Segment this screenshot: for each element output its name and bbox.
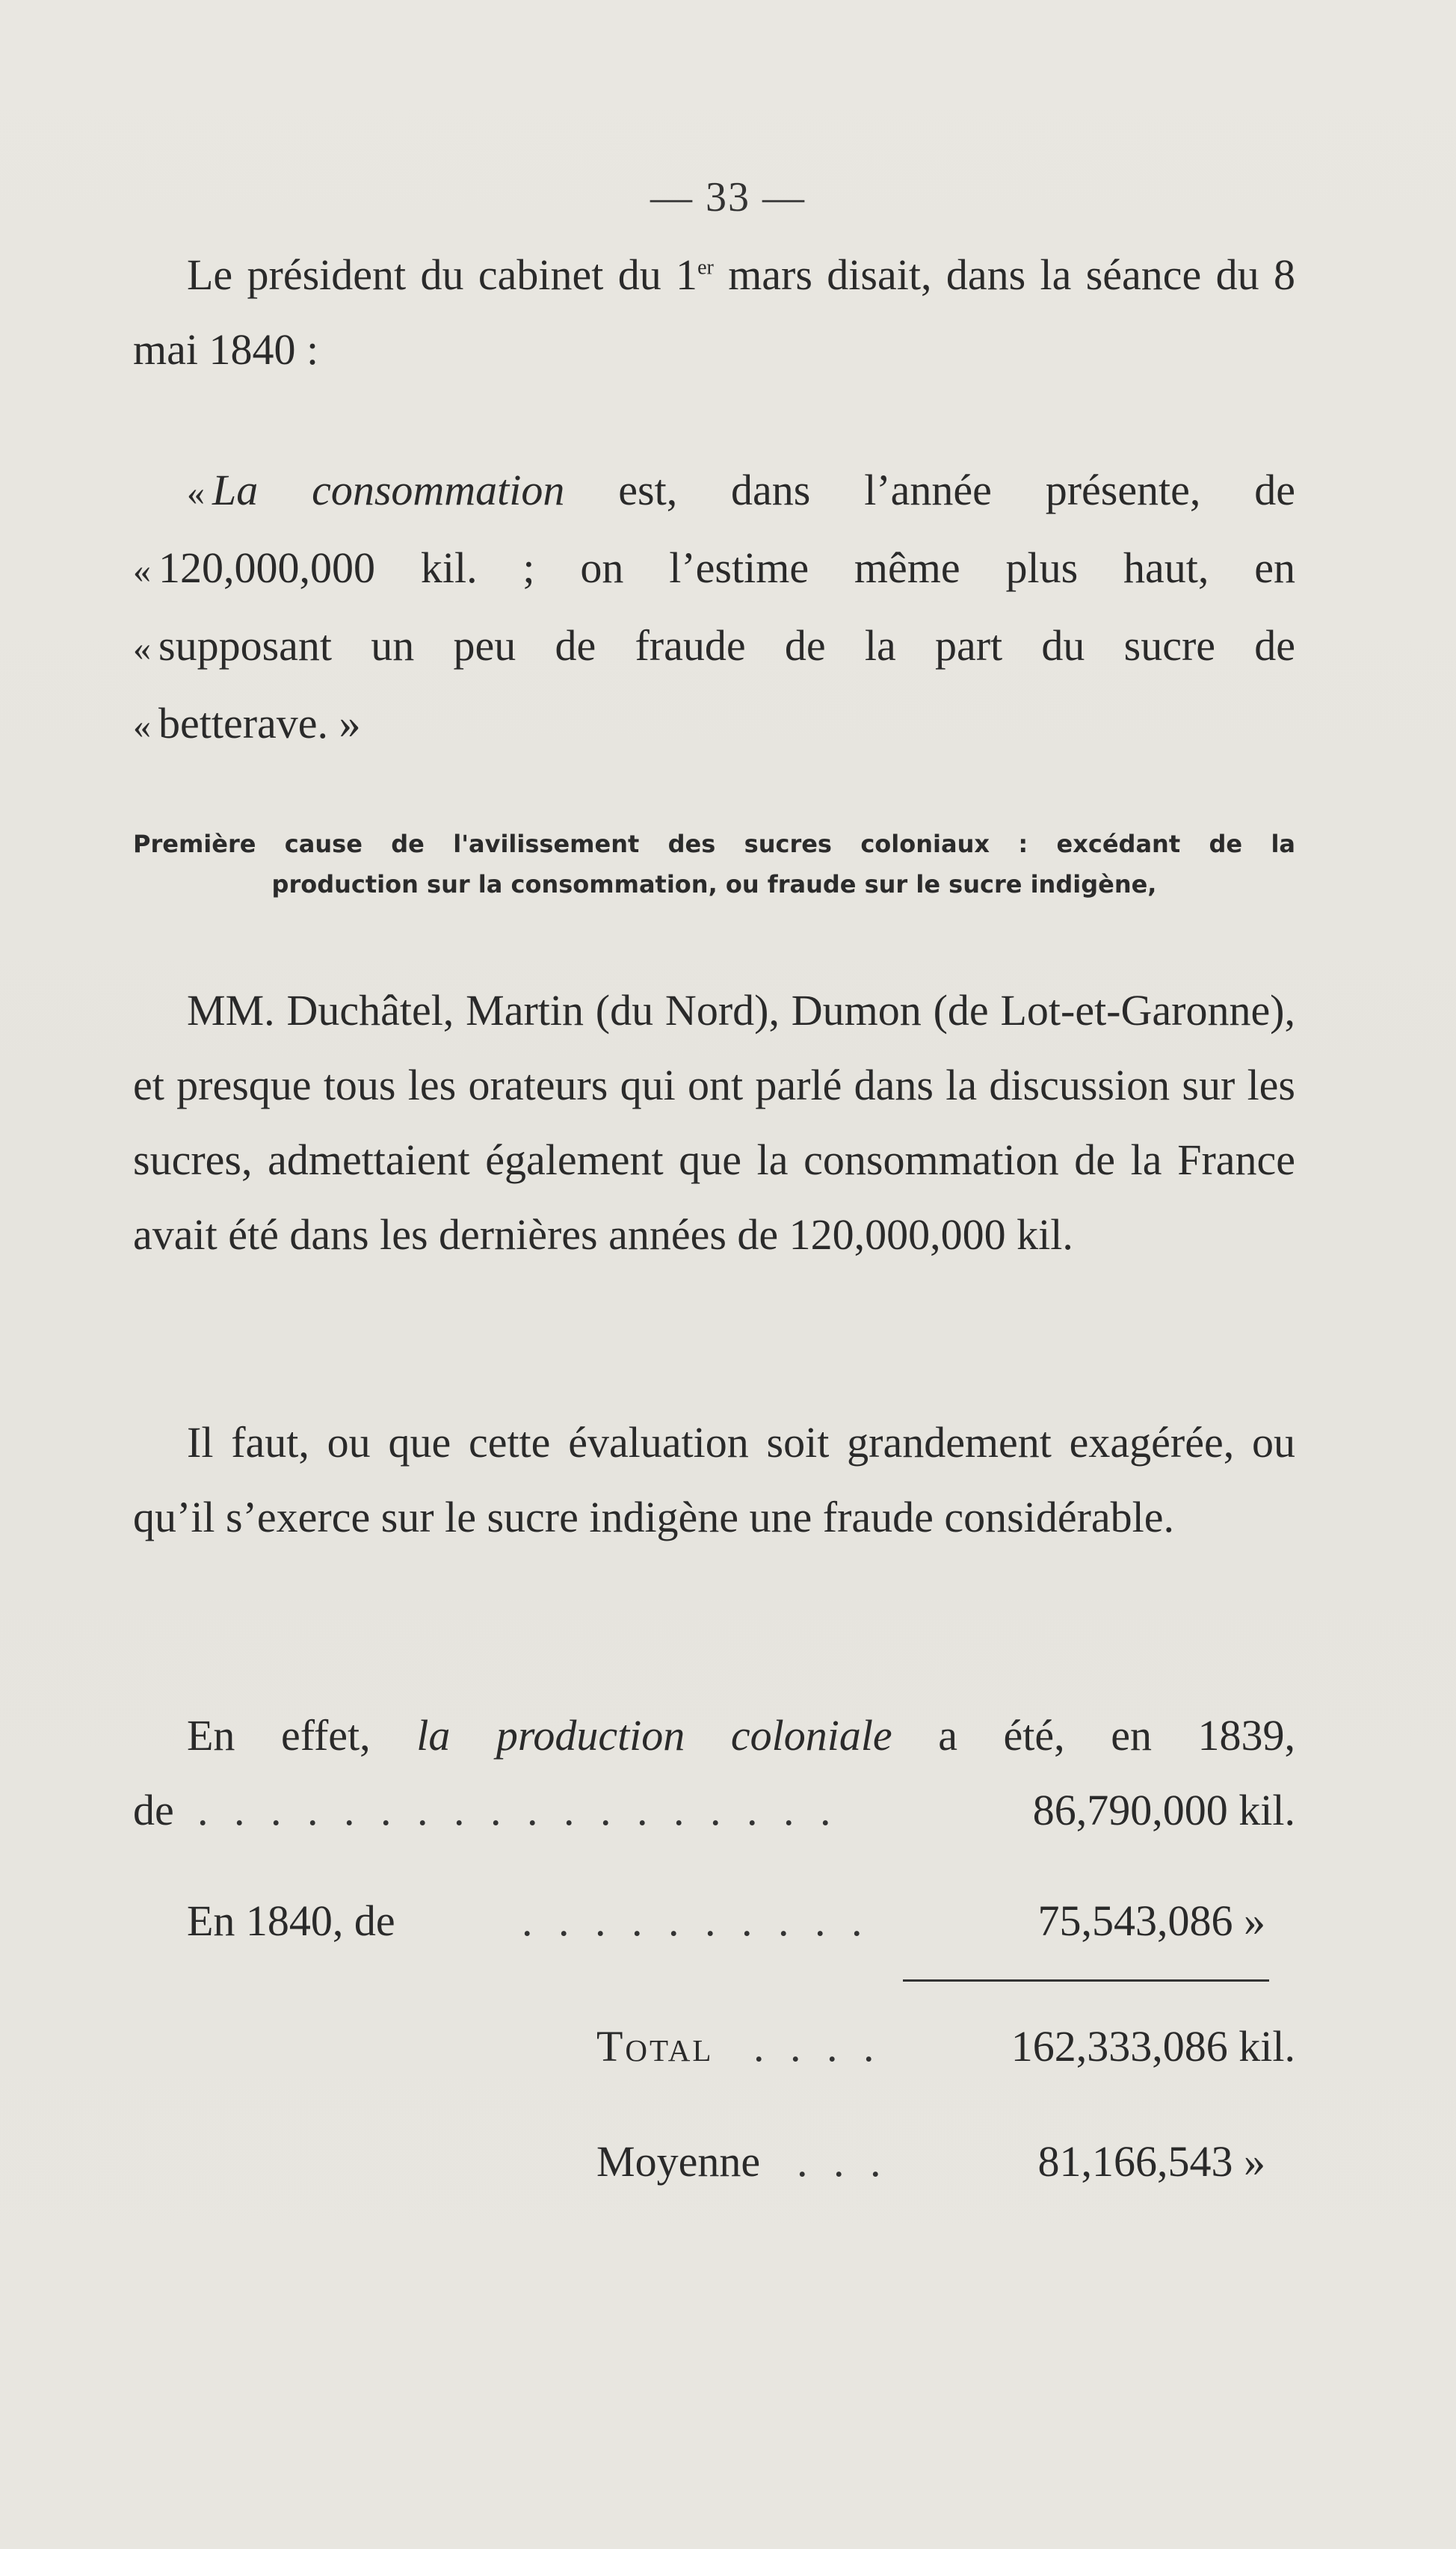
section-heading <box>133 824 1295 904</box>
quotation <box>133 453 1295 764</box>
paragraph-fraud: Il faut, ou que cette évaluation soit grandement exagérée, ou qu’il s’exerce sur le sucre indigène une fraude considérable. <box>133 1418 1295 1541</box>
row1-value: 86,790,000 kil. <box>1032 1786 1295 1834</box>
leader-dots: . . . <box>797 2137 889 2186</box>
total-value: 162,333,086 kil. <box>1011 2022 1295 2071</box>
para1-text-b: mars disait, dans la séance du 8 mai 1840 : <box>133 250 1295 374</box>
leader-dots: . . . . <box>753 2022 882 2071</box>
leader-dots: . . . . . . . . . . <box>522 1896 870 1945</box>
row2-value: 75,543,086 » <box>1037 1896 1265 1945</box>
para4-lead: En effet, <box>187 1711 417 1760</box>
average-label: Moyenne <box>596 2137 761 2186</box>
quote-mark: « <box>133 551 151 591</box>
quote-mark: « <box>133 706 151 746</box>
para4-tail: a été, en 1839, <box>892 1711 1295 1760</box>
quote-line1-em: La consommation <box>212 466 565 514</box>
para4-em: la production coloniale <box>416 1711 892 1760</box>
average-value: 81,166,543 » <box>1037 2137 1265 2186</box>
table-row-average <box>133 2124 1295 2199</box>
sum-rule <box>903 1979 1269 1982</box>
page-number: — 33 — <box>650 174 806 221</box>
quote-mark: « <box>133 629 151 668</box>
quote-line3: supposant un peu de fraude de la part du sucre de <box>158 621 1295 670</box>
total-label: Total <box>596 2022 714 2071</box>
table-row-total <box>133 2009 1295 2084</box>
paragraph-orators: MM. Duchâtel, Martin (du Nord), Dumon (de Lot-et-Garonne), et presque tous les orateurs qui ont parlé dans la discussion sur les sucres, admettaient également que la consommation de la France avait été dans les dernières années de 120,000,000 kil. <box>133 986 1295 1259</box>
para1-sup: er <box>697 256 714 280</box>
quote-line4: betterave. » <box>158 699 361 748</box>
heading-line1: Première cause de l'avilissement des sucres coloniaux : excédant de la <box>133 830 1295 858</box>
leader-dots: . . . . . . . . . . . . . . . . . . <box>197 1786 839 1834</box>
table-row-1839 <box>133 1773 1295 1848</box>
paragraph-president <box>133 238 1295 387</box>
para1-text-a: Le président du cabinet du 1 <box>187 250 698 299</box>
heading-line2: production sur la consommation, ou fraude sur le sucre indigène, <box>271 870 1157 899</box>
quote-mark: « <box>187 473 205 513</box>
quote-line2: 120,000,000 kil. ; on l’estime même plus haut, en <box>158 543 1295 592</box>
paragraph-production <box>133 1698 1295 1773</box>
row1-label: de <box>133 1786 174 1834</box>
row2-label: En 1840, de <box>187 1896 395 1945</box>
table-row-1840 <box>133 1884 1295 1958</box>
quote-line1-rest: est, dans l’année présente, de <box>564 466 1296 514</box>
